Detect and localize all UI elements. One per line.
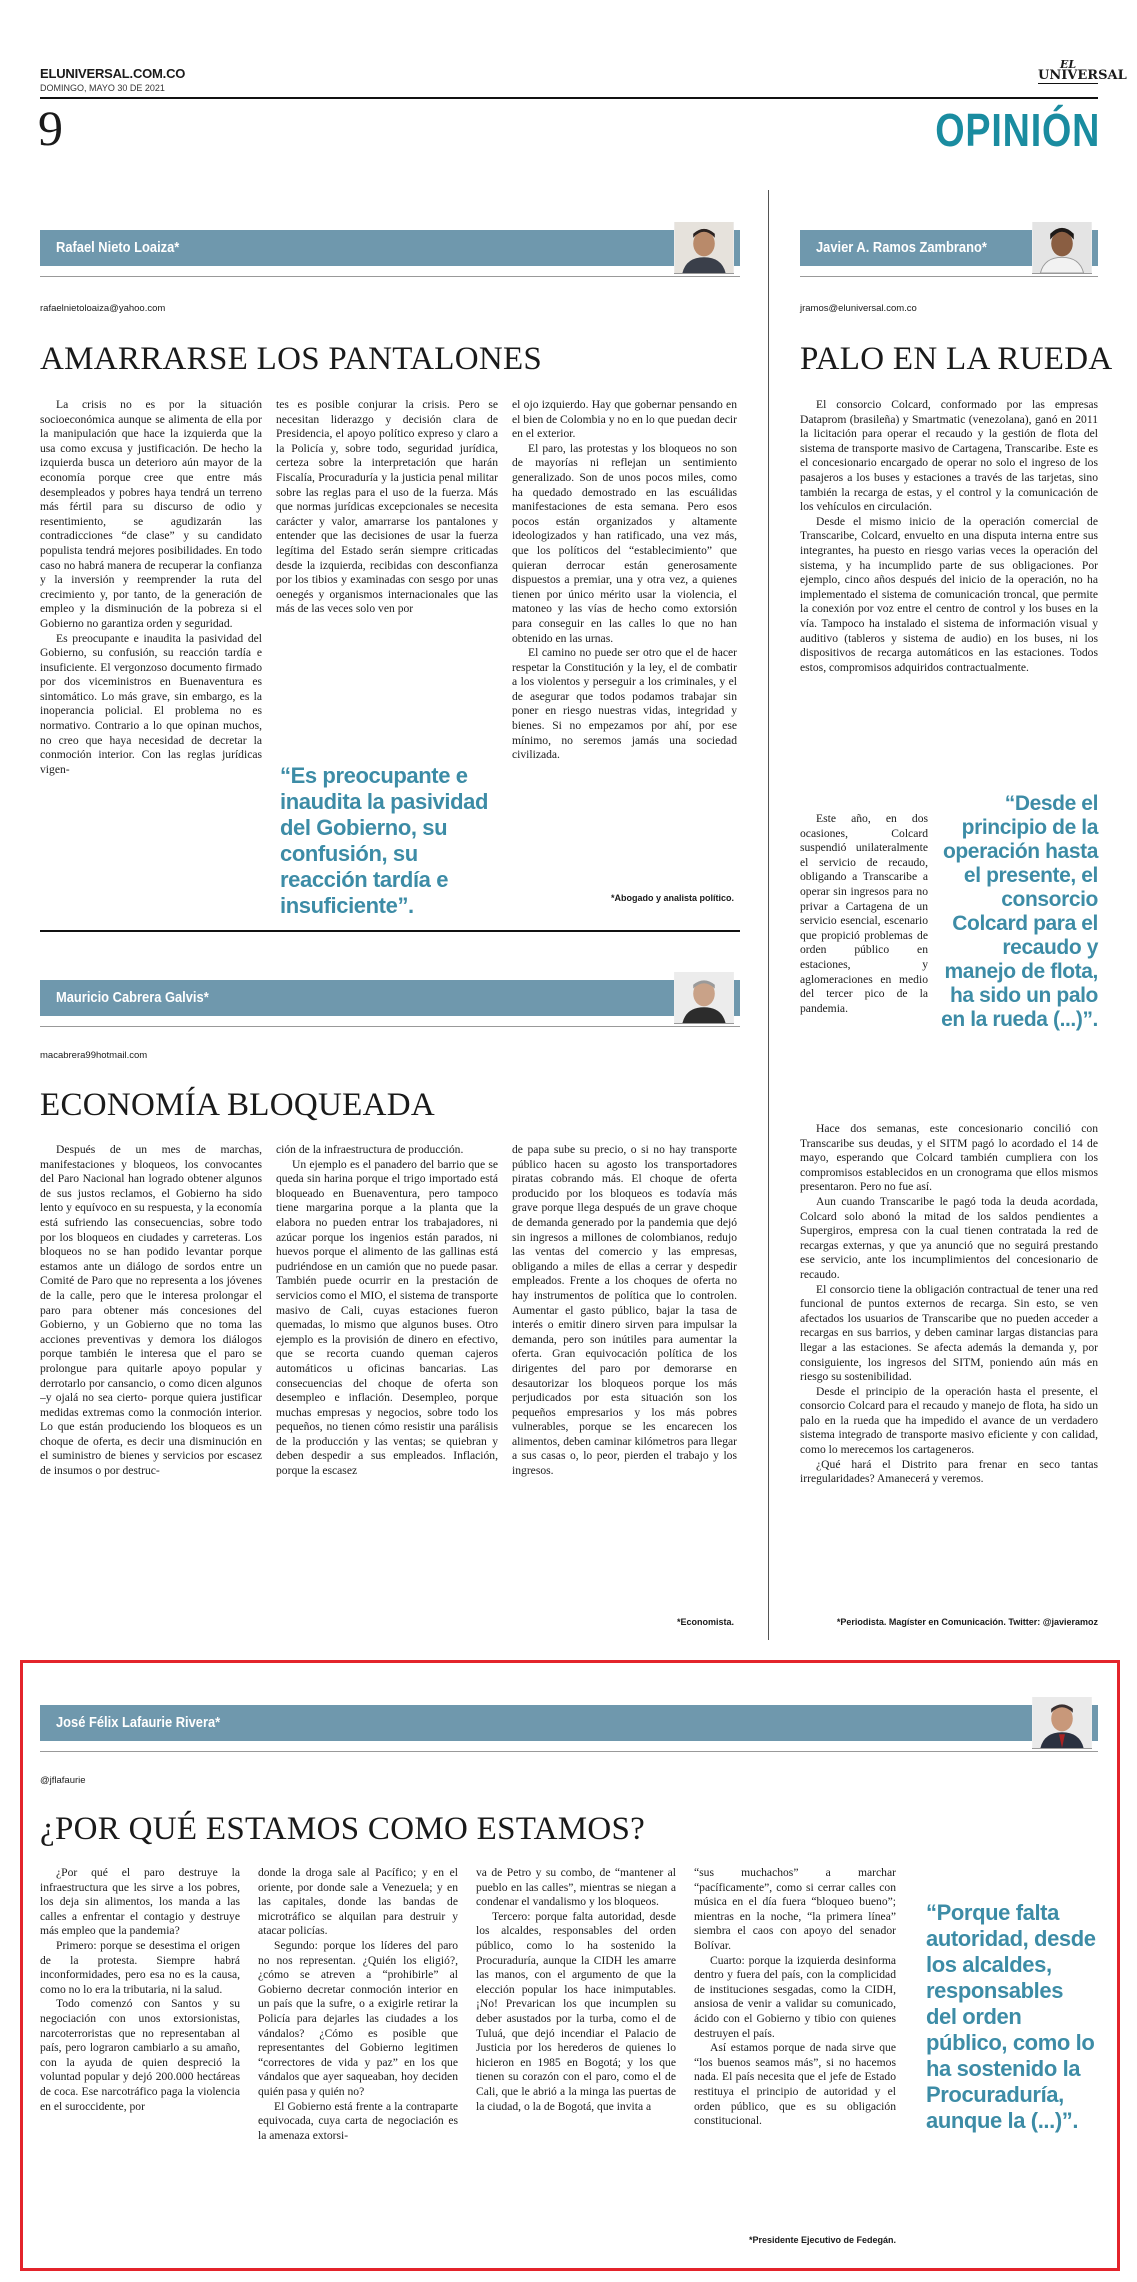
column-divider: [768, 190, 769, 1640]
paragraph: el ojo izquierdo. Hay que gobernar pensando en el bien de Colombia y no en lo que puedan decir en el exterior.: [512, 398, 737, 441]
article-column-2: [276, 1143, 498, 1628]
logo-line-2: UNIVERSAL: [1038, 68, 1127, 84]
author-name: Rafael Nieto Loaiza*: [56, 239, 180, 256]
issue-date: DOMINGO, MAYO 30 DE 2021: [40, 83, 165, 93]
author-email[interactable]: @jflafaurie: [40, 1775, 86, 1786]
article-column-3: [512, 1143, 737, 1613]
article-headline: PALO EN LA RUEDA: [800, 341, 1113, 377]
author-photo: [1032, 1697, 1092, 1749]
site-url[interactable]: ELUNIVERSAL.COM.CO: [40, 66, 186, 81]
paragraph: Es preocupante e inaudita la pasividad del Gobierno, su confusión, su reacción tardía e insuficiente. El vergonzoso documento firmado por dos viceministros en Buenaventura es sintomático. Lo más grave, sin embargo, es la inoperancia policial. El problema no es normativo. Contrario a lo que opinan muchos, no creo que haya necesidad de decretar la conmoción interior. Con las reglas jurídicas vigen-: [40, 631, 262, 776]
section-divider: [40, 930, 740, 932]
author-band: [40, 222, 740, 274]
paragraph: Aun cuando Transcaribe le pagó toda la deuda acordada, Colcard solo abonó la mitad de los saldos pendientes a Supergiros, empresa con la cual tienen contratada la red de recargas externas, y que ya anunció que no seguirá prestando ese servicio, ante los incumplimientos del concesionario de recaudo.: [800, 1194, 1098, 1281]
paragraph: El camino no puede ser otro que el de hacer respetar la Constitución y la ley, el de combatir a los violentos y perseguir a los criminales, y el de asegurar que todos podamos trabajar sin poner en riesgo nuestras vidas, integridad y bienes. Si no empezamos por ahí, por ese mínimo, no seremos jamás una sociedad civilizada.: [512, 646, 737, 762]
author-name: Mauricio Cabrera Galvis*: [56, 989, 209, 1006]
article-column-1: [40, 398, 262, 908]
article-column-narrow: [800, 812, 928, 1122]
author-signature: *Presidente Ejecutivo de Fedegán.: [748, 2235, 896, 2245]
article-column-top: [800, 398, 1098, 764]
paragraph: Tercero: porque falta autoridad, desde los alcaldes, responsables del orden público, como lo ha sostenido la Procuraduría, aunque la CIDH les amarre las manos, con el argumento de que la elección popular los hace inimputables. ¡No! Prevarican los que incumplen su deber asustados por la turba, como el de Tuluá, que dejó incendiar el Palacio de Justicia por los herederos de quienes lo hicieron en 1985 en Bogotá; y los que tienen su corazón con el paro, como el de Cali, que le abrió a la minga las puertas de la ciudad, o la de Bogotá, que invita a: [476, 1909, 676, 2113]
paragraph: de papa sube su precio, o si no hay transporte público hacen su agosto los transportadores piratas cobrando más. El choque de oferta producido por los bloqueos es todavía más grave porque llega después de un grave choque de demanda generado por la pandemia que dejó sin ingresos a millones de colombianos, redujo las ventas del comercio y las empresas, obligando a miles de ellas a cerrar y despedir empleados. Frente a los choques de oferta no hay instrumentos de política que lo controlen. Aumentar el gasto público, bajar la tasa de interés o emitir dinero sirven para impulsar la demanda, pero son inútiles para aumentar la oferta. Gran equivocación política de los dirigentes del paro por demorarse en desautorizar los bloqueos porque los más perjudicados por esta situación son los pequeños empresarios y los más pobres vulnerables, porque se les encarecen los alimentos, deben caminar kilómetros para llegar a sus casas o, lo peor, pierden el trabajo y los ingresos.: [512, 1143, 737, 1478]
author-signature: *Abogado y analista político.: [610, 893, 734, 903]
paragraph: ¿Qué hará el Distrito para frenar en seco tantas irregularidades? Amanecerá y veremos.: [800, 1457, 1098, 1486]
author-band: [40, 972, 740, 1024]
paragraph: Cuarto: porque la izquierda desinforma dentro y fuera del país, con la complicidad de instituciones sesgadas, como la CIDH, ansiosa de venir a validar su comunicado, ácido con el Gobierno y tibio con quienes destruyen el país.: [694, 1953, 896, 2040]
paragraph: “sus muchachos” a marchar “pacíficamente”, como si cerrar calles con música en el día fuera “bloqueo bueno”; mientras en la noche, “la primera línea” siembra el caos con apoyo del senador Bolívar.: [694, 1866, 896, 1952]
paragraph: ción de la infraestructura de producción.: [276, 1143, 464, 1156]
article-column-1: [40, 1143, 262, 1628]
paragraph: Este año, en dos ocasiones, Colcard suspendió unilateralmente el servicio de recaudo, obligando a Transcaribe a operar sin ingresos para no privar a Cartagena de un servicio esencial, escenario que propició problemas de orden público en estaciones, y aglomeraciones en medio del tercer pico de la pandemia.: [800, 812, 928, 1015]
paragraph: Hace dos semanas, este concesionario concilió con Transcaribe sus deudas, y el SITM pagó lo acordado el 14 de mayo, esperando que Colcard también cumpliera con los compromisos establecidos en un cronograma que ellos mismos presentaron. Pero no fue así.: [800, 1122, 1098, 1194]
band-underline: [40, 1751, 1098, 1752]
article-column-2: [276, 398, 498, 738]
author-signature: *Periodista. Magíster en Comunicación. Twitter: @javieramoz: [836, 1617, 1098, 1627]
page-number: 9: [38, 100, 63, 156]
paragraph: Desde el principio de la operación hasta el presente, el consorcio Colcard para el recaudo y manejo de flota, ha sido un palo en la rueda que ha impedido el avance de un verdadero sistema integrado de transporte masivo eficiente y con calidad, como lo merecemos los cartageneros.: [800, 1384, 1098, 1457]
band-underline: [800, 276, 1098, 277]
paragraph: ¿Por qué el paro destruye la infraestructura que les sirve a los pobres, los deja sin alimentos, los manda a las calles a enfrentar el contagio y destruye más empleo que la pandemia?: [40, 1866, 240, 1938]
paragraph: El consorcio tiene la obligación contractual de tener una red funcional de puntos externos de recarga. Sin esto, se ven afectados los usuarios de Transcaribe que no pueden acceder a recargas en sus barrios, y deben caminar largas distancias para llegar a las estaciones. Se afecta además la demanda y, por consiguiente, los ingresos del SITM, poniendo aún más en riesgo su sostenibilidad.: [800, 1282, 1098, 1384]
paragraph: Así estamos porque de nada sirve que “los buenos seamos más”, si no hacemos nada. El país necesita que el jefe de Estado restituya el principio de autoridad y el orden público, que es su obligación constitucional.: [694, 2041, 896, 2128]
author-band: [800, 222, 1098, 274]
band-underline: [40, 276, 740, 277]
pull-quote: “Porque falta autoridad, desde los alcaldes, responsables del orden público, como lo ha sostenido la Procuraduría, aunque la (...)”.: [926, 1900, 1096, 2133]
article-column-4: [694, 1866, 896, 2228]
pull-quote: “Desde el principio de la operación hasta el presente, el consorcio Colcard para el recaudo y manejo de flota, ha sido un palo en la rueda (...)”.: [941, 792, 1098, 1031]
author-email[interactable]: rafaelnietoloaiza@yahoo.com: [40, 303, 166, 314]
author-email[interactable]: macabrera99hotmail.com: [40, 1050, 148, 1061]
paragraph: Todo comenzó con Santos y su negociación con unos extorsionistas, narcoterroristas que no representaban al país, pero lograron cambiarlo a su amaño, con la ayuda de quien despreció la voluntad popular y dejó 200.000 hectáreas de coca. Ese narcotráfico paga la violencia en el suroccidente, por: [40, 1997, 240, 2113]
newspaper-logo: [1038, 58, 1127, 84]
masthead-rule: [40, 97, 1098, 99]
paragraph: Desde el mismo inicio de la operación comercial de Transcaribe, Colcard, envuelto en una disputa interna entre sus integrantes, ha puesto en riesgo varias veces la operación del sistema, y ha incumplido parte de sus obligaciones. Por ejemplo, cinco años después del inicio de la operación, no ha implementado el sistema de comunicación troncal, que permite la conexión por voz entre el centro de control y los buses en la vía. Tampoco ha instalado el sistema de información visual y auditivo (tableros y sistema de audio) en los buses, ni los dispositivos de recarga automáticos en las estaciones. Todos estos, compromisos adquiridos contractualmente.: [800, 514, 1098, 674]
article-column-3: [476, 1866, 676, 2241]
pull-quote: “Es preocupante e inaudita la pasividad del Gobierno, su confusión, su reacción tardía e insuficiente”.: [280, 763, 488, 918]
author-photo: [674, 972, 734, 1024]
author-email[interactable]: jramos@eluniversal.com.co: [800, 303, 917, 314]
paragraph: Después de un mes de marchas, manifestaciones y bloqueos, los convocantes del Paro Nacional han logrado obtener algunos de sus justos reclamos, el Gobierno ha sido lento y equívoco en su respuesta, y la economía está sufriendo las consecuencias, sobre todo por los bloqueos en ciudades y carreteras. Los bloqueos no se han podido levantar porque estamos ante un diálogo de sordos entre un Comité de Paro que no representa a los jóvenes de la calle, pero que le interesa prolongar el paro para obtener más concesiones del Gobierno, y un Gobierno que no toma las acciones preventivas y demora los diálogos porque también le interesa que el paro se prolongue para quitarle apoyo popular y derrotarlo por cansancio, o como dicen algunos –y ojalá no sea cierto- porque quiera justificar medidas extremas como la conmoción interior. Lo que están produciendo los bloqueos es un choque de oferta, es decir una disminución en el suministro de bienes y servicios por escasez de insumos o por destruc-: [40, 1143, 262, 1478]
paragraph: va de Petro y su combo, de “mantener al pueblo en las calles”, mientras se niegan a condenar el vandalismo y los bloqueos.: [476, 1866, 676, 1909]
article-column-2: [258, 1866, 458, 2241]
paragraph: Primero: porque se desestima el origen de la protesta. Siempre habrá inconformidades, pero esa no es la causa, como no lo era la tributaria, ni la salud.: [40, 1938, 240, 1996]
paragraph: El Gobierno está frente a la contraparte equivocada, cuya carta de negociación es la amenaza extorsi-: [258, 2099, 458, 2142]
author-signature: *Economista.: [676, 1617, 734, 1627]
paragraph: donde la droga sale al Pacífico; y en el oriente, por donde sale a Venezuela; y en las capitales, donde las bandas de microtráfico se alquilan para destruir y atacar policías.: [258, 1866, 458, 1938]
section-title: OPINIÓN: [934, 104, 1100, 156]
author-band: [40, 1697, 1098, 1749]
masthead: [38, 58, 1127, 158]
paragraph: La crisis no es por la situación socioeconómica aunque se alimenta de ella por la manipulación que hace la izquierda que la usa como excusa y justificación. De hecho la izquierda busca un deterioro aún mayor de la economía porque cree que entre más desempleados y pobres haya tendrá un terreno más fértil para su discurso de odio y resentimiento, se agudizarán las contradicciones “de clase” y su candidato populista tendrá mejores posibilidades. En todo caso no habrá manera de recuperar la confianza y la inversión y reemprender la ruta del crecimiento y, por tanto, de la generación de empleo y la disminución de la pobreza si el Gobierno no garantiza orden y seguridad.: [40, 398, 262, 630]
article-column-1: [40, 1866, 240, 2241]
article-headline: ¿POR QUÉ ESTAMOS COMO ESTAMOS?: [40, 1811, 646, 1847]
author-name: José Félix Lafaurie Rivera*: [56, 1714, 221, 1731]
paragraph: tes es posible conjurar la crisis. Pero se necesitan liderazgo y decisión clara de Presidencia, el apoyo político expreso y claro a la Policía y, sobre todo, seguridad jurídica, certeza sobre la interpretación que harán Fiscalía, Procuraduría y la justicia penal militar sobre las reglas para el uso de la fuerza. Más que normas jurídicas excepcionales se necesita carácter y valor, amarrarse los pantalones y entender que las decisiones de usar la fuerza legítima del Estado serán siempre criticadas desde la izquierda, recibidas con desconfianza por los tibios y examinadas con sesgo por unas oenegés y organismos internacionales que las más de las veces solo ven por: [276, 398, 498, 616]
paragraph: Un ejemplo es el panadero del barrio que se queda sin harina porque el trigo importado está bloqueado en Buenaventura, pero tampoco tiene margarina porque a la planta que la elabora no pueden entrar los trabajadores, ni azúcar porque los ingenios están parados, ni huevos porque el alimento de las gallinas está pudriéndose en un camión que no puede pasar. También puede ocurrir en la prestación de servicios como el MIO, el sistema de transporte masivo de Cali, cuyas estaciones fueron quemadas, lo mismo que algunos buses. Otro ejemplo es la provisión de dinero en efectivo, que se recorta cuando queman cajeros automáticos u oficinas bancarias. Las consecuencias del choque de oferta son desempleo e inflación. Desempleo, porque muchas empresas y negocios, sobre todo los pequeños, no tienen cómo resistir una parálisis de la producción y las ventas; se quiebran y deben despedir a sus empleados. Inflación, porque la escasez: [276, 1157, 498, 1478]
article-column-3: [512, 398, 737, 888]
author-name: Javier A. Ramos Zambrano*: [816, 239, 987, 256]
band-underline: [40, 1026, 740, 1027]
article-headline: ECONOMÍA BLOQUEADA: [40, 1087, 435, 1123]
paragraph: El paro, las protestas y los bloqueos no son de mayorías ni reflejan un sentimiento generalizado. Son de unos pocos miles, como ha quedado demostrado en las escuálidas manifestaciones de esta semana. Pero esos pocos están organizados y altamente ideologizados y han ratificado, una vez más, que los políticos del “establecimiento” que quieran derrocar están generosamente dispuestos a premiar, una y otra vez, a quienes tienen por único mérito usar la violencia, el matoneo y las vías de hecho como extorsión para conseguir en las calles lo que no han obtenido en las urnas.: [512, 441, 737, 645]
paragraph: El consorcio Colcard, conformado por las empresas Dataprom (brasileña) y Smartmatic (venezolana), ganó en 2011 la licitación para operar el recaudo y la gestión de flota del sistema de transporte masivo de Cartagena, Transcaribe. Este es el concesionario encargado de operar no solo el ingreso de los pasajeros a los buses y estaciones a través de las tarjetas, sino también la recarga de estas, y el control y la comunicación de los vehículos en circulación.: [800, 398, 1098, 514]
article-headline: AMARRARSE LOS PANTALONES: [40, 341, 543, 377]
paragraph: Segundo: porque los líderes del paro no nos representan. ¿Quién los eligió?, ¿cómo se atreven a “prohibirle” al Gobierno decretar conmoción interior en un país que la sufre, o a exigirle retirar la Policía para dejarles las ciudades a los vándalos? ¿Cómo es posible que representantes del Gobierno legitimen “correctores de vida y paz” en los que vándalos que ayer saqueaban, hoy deciden quién pasa y quién no?: [258, 1938, 458, 2098]
author-photo: [674, 222, 734, 274]
article-column-bottom: [800, 1122, 1098, 1610]
logo-line-1: EL: [1059, 58, 1077, 71]
author-photo: [1032, 222, 1092, 274]
